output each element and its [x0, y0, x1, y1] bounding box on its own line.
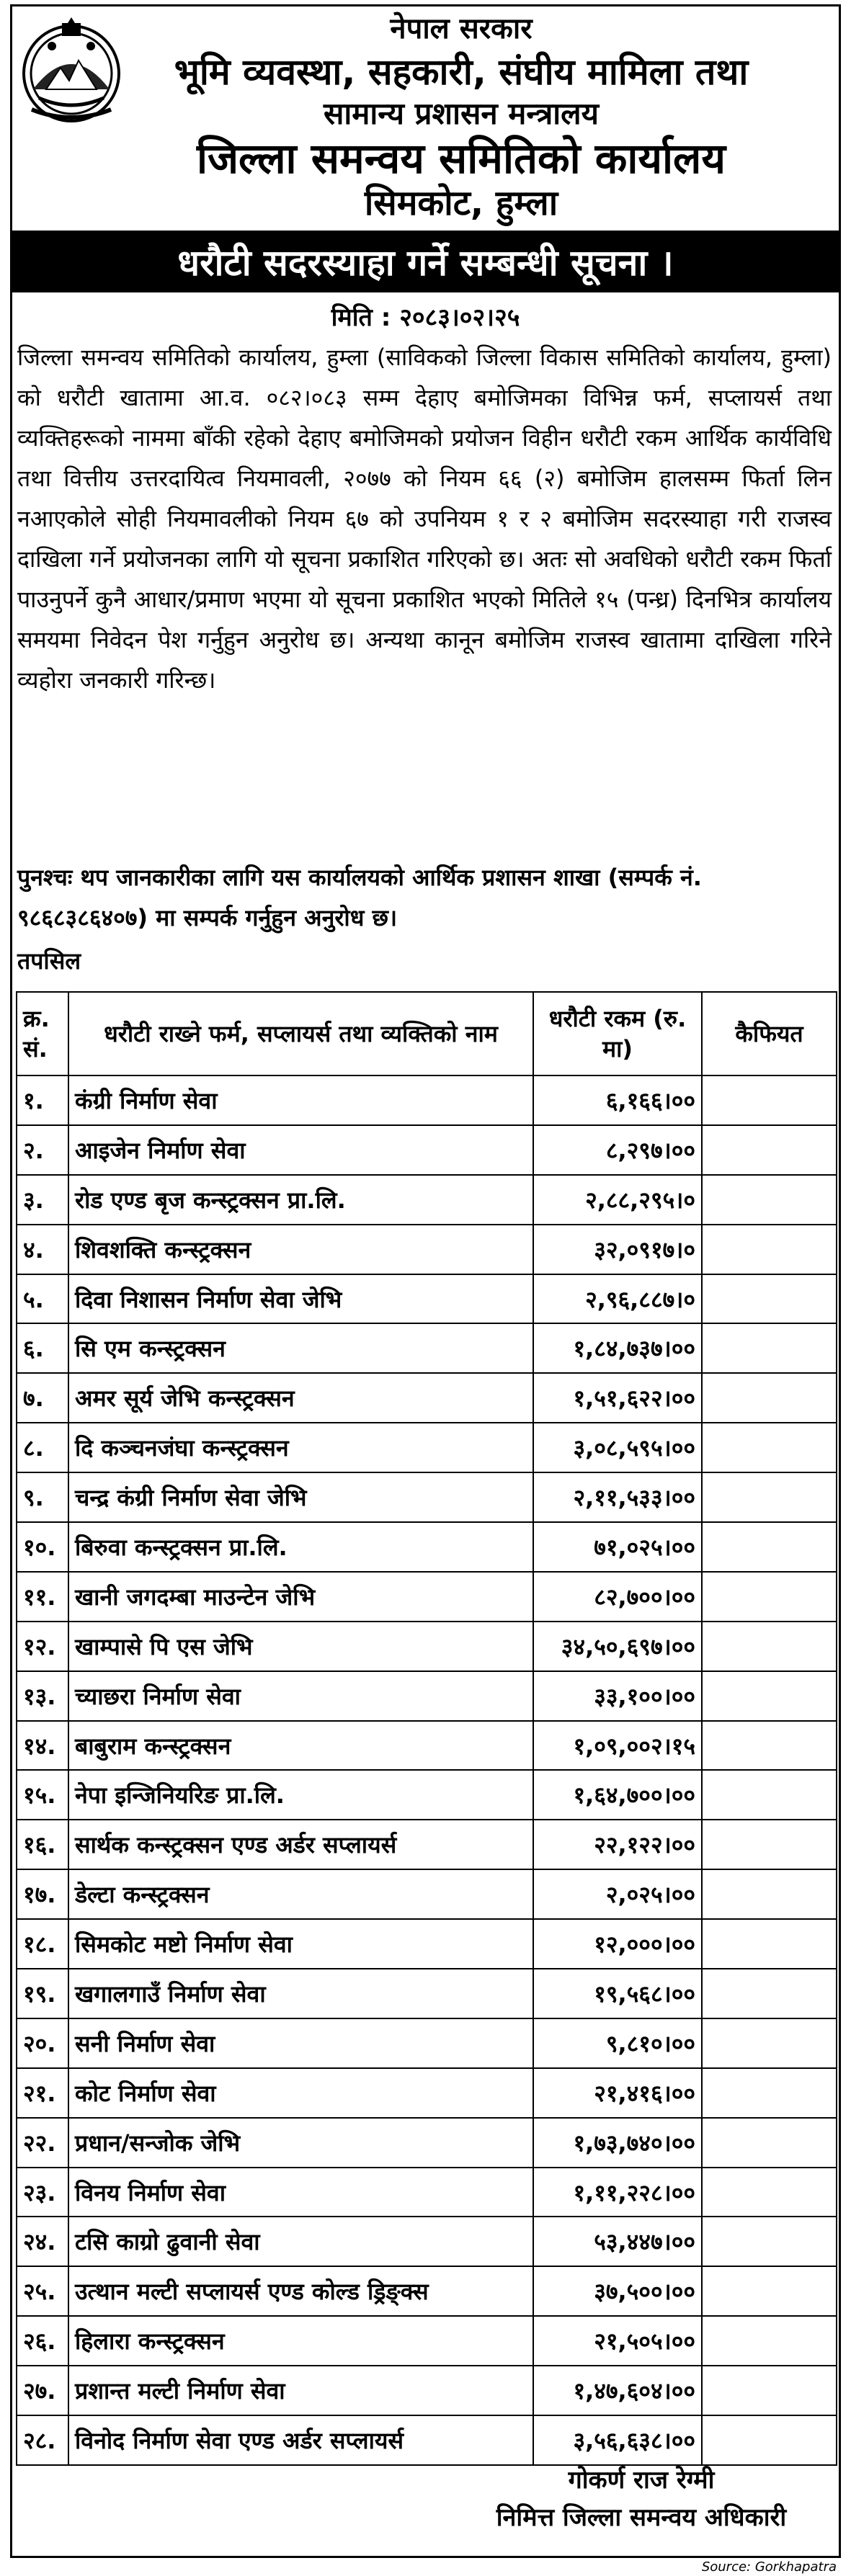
- row-remarks: [702, 1373, 837, 1423]
- row-sn: १४.: [17, 1721, 68, 1771]
- col-header-remarks: कैफियत: [702, 992, 837, 1075]
- notice-date: मिति : २०८३।०२।२५: [331, 303, 520, 332]
- row-name: खाम्पासे पि एस जेभि: [68, 1622, 533, 1671]
- table-row: [17, 1969, 837, 2018]
- row-remarks: [702, 2366, 837, 2415]
- row-remarks: [702, 1820, 837, 1869]
- table-row: [17, 1770, 837, 1820]
- row-name: नेपा इन्जिनियरिङ प्रा.लि.: [68, 1770, 533, 1820]
- row-amount: ३,५६,६३८।००: [533, 2415, 702, 2465]
- row-name: उत्थान मल्टी सप्लायर्स एण्ड कोल्ड ड्रिङ्क्स: [68, 2266, 533, 2316]
- row-sn: ११.: [17, 1572, 68, 1622]
- row-remarks: [702, 1919, 837, 1969]
- row-amount: २,०२५।००: [533, 1869, 702, 1919]
- table-row: [17, 1175, 837, 1225]
- row-amount: ३,०८,५९५।००: [533, 1423, 702, 1472]
- row-sn: २३.: [17, 2168, 68, 2217]
- row-amount: २२,१२२।००: [533, 1820, 702, 1869]
- table-row: [17, 1373, 837, 1423]
- row-amount: १,०९,००२।१५: [533, 1721, 702, 1771]
- row-remarks: [702, 1522, 837, 1572]
- table-row: [17, 1572, 837, 1622]
- row-name: सि एम कन्स्ट्रक्सन: [68, 1323, 533, 1373]
- row-sn: २५.: [17, 2266, 68, 2316]
- table-row: [17, 1671, 837, 1721]
- table-row: [17, 1869, 837, 1919]
- row-name: शिवशक्ति कन्स्ट्रक्सन: [68, 1225, 533, 1274]
- col-header-sn: क्र. सं.: [17, 992, 68, 1075]
- row-sn: १०.: [17, 1522, 68, 1572]
- row-amount: १,११,२२८।००: [533, 2168, 702, 2217]
- table-row: [17, 2168, 837, 2217]
- header-ministry-2: सामान्य प्रशासन मन्त्रालय: [324, 96, 599, 131]
- row-amount: ३७,५००।००: [533, 2266, 702, 2316]
- row-sn: ६.: [17, 1323, 68, 1373]
- table-row: [17, 2018, 837, 2068]
- row-sn: १८.: [17, 1919, 68, 1969]
- row-remarks: [702, 1472, 837, 1522]
- col-header-name: धरौटी राख्ने फर्म, सप्लायर्स तथा व्यक्तिको नाम: [68, 992, 533, 1075]
- row-amount: २१,५०५।००: [533, 2316, 702, 2366]
- table-body: [17, 1075, 837, 2465]
- table-row: [17, 1522, 837, 1572]
- row-sn: १३.: [17, 1671, 68, 1721]
- row-name: प्रशान्त मल्टी निर्माण सेवा: [68, 2366, 533, 2415]
- row-remarks: [702, 1622, 837, 1671]
- table-row: [17, 2217, 837, 2266]
- row-name: हिलारा कन्स्ट्रक्सन: [68, 2316, 533, 2366]
- table-row: [17, 1472, 837, 1522]
- table-row: [17, 1274, 837, 1324]
- row-remarks: [702, 2316, 837, 2366]
- row-sn: २७.: [17, 2366, 68, 2415]
- signatory-title: निमित्त जिल्ला समन्वय अधिकारी: [496, 2503, 787, 2532]
- row-name: दि कञ्चनजंघा कन्स्ट्रक्सन: [68, 1423, 533, 1472]
- table-row: [17, 2366, 837, 2415]
- row-name: खगालगाउँ निर्माण सेवा: [68, 1969, 533, 2018]
- table-row: [17, 1323, 837, 1373]
- header-ministry: भूमि व्यवस्था, सहकारी, संघीय मामिला तथा: [174, 51, 749, 93]
- row-remarks: [702, 1869, 837, 1919]
- row-remarks: [702, 2415, 837, 2465]
- row-sn: १२.: [17, 1622, 68, 1671]
- row-sn: ९.: [17, 1472, 68, 1522]
- notice-title: धरौटी सदरस्याहा गर्ने सम्बन्धी सूचना ।: [12, 231, 839, 292]
- row-remarks: [702, 2018, 837, 2068]
- row-amount: १,६४,७००।००: [533, 1770, 702, 1820]
- notice-body: जिल्ला समन्वय समितिको कार्यालय, हुम्ला (साविकको जिल्ला विकास समितिको कार्यालय, हुम्ला) को धरौटी खातामा आ.व. ०८२।०८३ सम्म देहाए बमोजिमका विभिन्न फर्म, सप्लायर्स तथा व्यक्तिहरूको नाममा बाँकी रहेको देहाए बमोजिमको प्रयोजन विहीन धरौटी रकम आर्थिक कार्यविधि तथा वित्तीय उत्तरदायित्व नियमावली, २०७७ को नियम ६६ (२) बमोजिम हालसम्म फिर्ता लिन नआएकोले सोही नियमावलीको नियम ६७ को उपनियम १ र २ बमोजिम सदरस्याहा गरी राजस्व दाखिला गर्ने प्रयोजनका लागि यो सूचना प्रकाशित गरिएको छ। अतः सो अवधिको धरौटी रकम फिर्ता पाउनुपर्ने कुनै आधार/प्रमाण भएमा यो सूचना प्रकाशित भएको मितिले १५ (पन्ध्र) दिनभित्र कार्यालय समयमा निवेदन पेश गर्नुहुन अनुरोध छ। अन्यथा कानून बमोजिम राजस्व खातामा दाखिला गरिने व्यहोरा जनकारी गरिन्छ।: [17, 344, 832, 694]
- header-office: जिल्ला समन्वय समितिको कार्यालय: [196, 134, 726, 183]
- row-amount: ८२,७००।००: [533, 1572, 702, 1622]
- row-remarks: [702, 1125, 837, 1175]
- table-row: [17, 2068, 837, 2118]
- row-sn: २१.: [17, 2068, 68, 2118]
- row-name: दिवा निशासन निर्माण सेवा जेभि: [68, 1274, 533, 1324]
- row-remarks: [702, 1075, 837, 1125]
- row-sn: २.: [17, 1125, 68, 1175]
- row-amount: १,७३,७४०।००: [533, 2118, 702, 2168]
- table-row: [17, 1075, 837, 1125]
- row-amount: ८,२९७।००: [533, 1125, 702, 1175]
- row-name: सिमकोट मष्टो निर्माण सेवा: [68, 1919, 533, 1969]
- row-sn: १९.: [17, 1969, 68, 2018]
- row-sn: २६.: [17, 2316, 68, 2366]
- row-remarks: [702, 1770, 837, 1820]
- table-row: [17, 2266, 837, 2316]
- row-name: डेल्टा कन्स्ट्रक्सन: [68, 1869, 533, 1919]
- row-sn: ५.: [17, 1274, 68, 1324]
- header-location: सिमकोट, हुम्ला: [364, 183, 558, 223]
- row-name: विनोद निर्माण सेवा एण्ड अर्डर सप्लायर्स: [68, 2415, 533, 2465]
- row-remarks: [702, 2068, 837, 2118]
- nepal-emblem-icon: [17, 17, 125, 125]
- notice-postscript: पुनश्चः थप जानकारीका लागि यस कार्यालयको आर्थिक प्रशासन शाखा (सम्पर्क नं. ९८६८३८६४०७) मा सम्पर्क गर्नुहुन अनुरोध छ।: [17, 864, 702, 931]
- row-name: प्रधान/सन्जोक जेभि: [68, 2118, 533, 2168]
- header-line-1: नेपाल सरकार: [390, 12, 533, 45]
- row-remarks: [702, 2118, 837, 2168]
- row-amount: ७१,०२५।००: [533, 1522, 702, 1572]
- table-row: [17, 1622, 837, 1671]
- table-row: [17, 1721, 837, 1771]
- row-name: सनी निर्माण सेवा: [68, 2018, 533, 2068]
- row-sn: २४.: [17, 2217, 68, 2266]
- row-remarks: [702, 1721, 837, 1771]
- row-sn: ८.: [17, 1423, 68, 1472]
- row-name: आइजेन निर्माण सेवा: [68, 1125, 533, 1175]
- row-remarks: [702, 1225, 837, 1274]
- row-name: बिरुवा कन्स्ट्रक्सन प्रा.लि.: [68, 1522, 533, 1572]
- row-amount: १९,५६८।००: [533, 1969, 702, 2018]
- row-amount: १२,०००।००: [533, 1919, 702, 1969]
- row-amount: २,९६,८८७।०: [533, 1274, 702, 1324]
- signatory-name: गोकर्ण राज रेग्मी: [568, 2466, 715, 2495]
- row-name: च्याछरा निर्माण सेवा: [68, 1671, 533, 1721]
- row-amount: १,५१,६२२।००: [533, 1373, 702, 1423]
- table-row: [17, 1225, 837, 1274]
- table-row: [17, 1919, 837, 1969]
- tapasil-label: तपसिल: [17, 947, 81, 975]
- table-row: [17, 1125, 837, 1175]
- row-amount: २,८८,२९५।०: [533, 1175, 702, 1225]
- row-amount: २१,४१६।००: [533, 2068, 702, 2118]
- row-amount: १,८४,७३७।००: [533, 1323, 702, 1373]
- row-sn: १५.: [17, 1770, 68, 1820]
- row-name: अमर सूर्य जेभि कन्स्ट्रक्सन: [68, 1373, 533, 1423]
- row-remarks: [702, 1671, 837, 1721]
- table-row: [17, 2316, 837, 2366]
- row-remarks: [702, 2168, 837, 2217]
- col-header-amount: धरौटी रकम (रु. मा): [533, 992, 702, 1075]
- row-sn: ४.: [17, 1225, 68, 1274]
- row-amount: ५३,४४७।००: [533, 2217, 702, 2266]
- row-name: चन्द्र कंग्री निर्माण सेवा जेभि: [68, 1472, 533, 1522]
- row-remarks: [702, 1175, 837, 1225]
- row-name: कोट निर्माण सेवा: [68, 2068, 533, 2118]
- row-name: कंग्री निर्माण सेवा: [68, 1075, 533, 1125]
- row-remarks: [702, 1969, 837, 2018]
- row-name: टसि काग्रो ढुवानी सेवा: [68, 2217, 533, 2266]
- row-remarks: [702, 1572, 837, 1622]
- deposit-table: [16, 991, 837, 2466]
- row-amount: २,११,५३३।००: [533, 1472, 702, 1522]
- source-credit: Source: Gorkhapatra: [701, 2559, 837, 2575]
- row-sn: १६.: [17, 1820, 68, 1869]
- row-name: विनय निर्माण सेवा: [68, 2168, 533, 2217]
- row-remarks: [702, 2266, 837, 2316]
- row-sn: १.: [17, 1075, 68, 1125]
- row-remarks: [702, 2217, 837, 2266]
- table-row: [17, 2118, 837, 2168]
- row-remarks: [702, 1274, 837, 1324]
- row-sn: १७.: [17, 1869, 68, 1919]
- row-sn: ३.: [17, 1175, 68, 1225]
- table-row: [17, 1423, 837, 1472]
- row-amount: १,४७,६०४।००: [533, 2366, 702, 2415]
- row-amount: ३२,०९१७।०: [533, 1225, 702, 1274]
- row-name: बाबुराम कन्स्ट्रक्सन: [68, 1721, 533, 1771]
- row-name: रोड एण्ड बृज कन्स्ट्रक्सन प्रा.लि.: [68, 1175, 533, 1225]
- row-remarks: [702, 1423, 837, 1472]
- table-row: [17, 1820, 837, 1869]
- row-amount: ३४,५०,६९७।००: [533, 1622, 702, 1671]
- row-remarks: [702, 1323, 837, 1373]
- row-amount: ९,८१०।००: [533, 2018, 702, 2068]
- row-sn: ७.: [17, 1373, 68, 1423]
- row-name: खानी जगदम्बा माउन्टेन जेभि: [68, 1572, 533, 1622]
- row-sn: २८.: [17, 2415, 68, 2465]
- row-name: सार्थक कन्स्ट्रक्सन एण्ड अर्डर सप्लायर्स: [68, 1820, 533, 1869]
- row-sn: २२.: [17, 2118, 68, 2168]
- row-amount: ६,१६६।००: [533, 1075, 702, 1125]
- row-amount: ३३,१००।००: [533, 1671, 702, 1721]
- table-header-row: [17, 992, 837, 1075]
- table-row: [17, 2415, 837, 2465]
- row-sn: २०.: [17, 2018, 68, 2068]
